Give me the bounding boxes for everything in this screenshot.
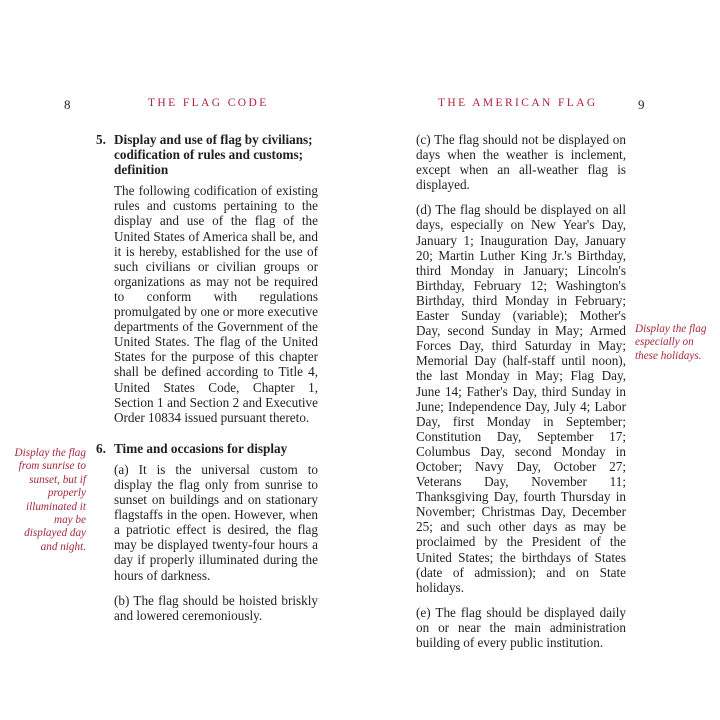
page-number-left: 8 <box>64 97 71 112</box>
running-head-left: THE FLAG CODE <box>148 97 269 109</box>
running-head-right: THE AMERICAN FLAG <box>438 97 598 109</box>
section-5-title: Display and use of flag by civilians; codification of rules and customs; definition <box>114 132 313 178</box>
section-6-title: Time and occasions for display <box>114 440 288 456</box>
section-6-number: 6. <box>96 440 106 456</box>
section-6-para-a: (a) It is the universal custom to display the flag only from sunrise to sunset on buildings and on stationary flagstaffs in the open. However, when a patriotic effect is desired, the flag may be displayed twenty-four hours a day if properly illuminated during the hours of darkness. <box>114 461 318 583</box>
page-number-right: 9 <box>638 97 645 112</box>
right-text-column <box>416 132 626 650</box>
para-d: (d) The flag should be displayed on all days, especially on New Year's Day, January 1; Inauguration Day, January 20; Martin Luther King Jr.'s Birthday, third Monday in January; Lincoln's Birthday, February 12; Washington's Birthday, third Monday in February; Easter Sunday (variable); Mother's Day, second Sunday in May; Armed Forces Day, third Saturday in May; Memorial Day (half-staff until noon), the last Monday in May; Flag Day, June 14; Father's Day, third Sunday in June; Independence Day, July 4; Labor Day, first Monday in September; Constitution Day, September 17; Columbus Day, second Monday in October; Navy Day, October 27; Veterans Day, November 11; Thanksgiving Day, fourth Thursday in November; Christmas Day, December 25; and such other days as may be proclaimed by the President of the United States; the birthdays of States (date of admission); and on State holidays. <box>416 202 626 595</box>
margin-note-right: Display the flag especially on these holidays. <box>635 323 707 362</box>
section-6-para-b: (b) The flag should be hoisted briskly and lowered ceremoniously. <box>114 592 318 623</box>
para-e: (e) The flag should be displayed daily on or near the main administration building of every public institution. <box>416 604 626 650</box>
section-5-heading <box>96 132 318 177</box>
para-c: (c) The flag should not be displayed on days when the weather is inclement, except when an all-weather flag is displayed. <box>416 132 626 193</box>
right-page <box>360 0 720 720</box>
left-text-column <box>96 132 318 623</box>
margin-note-left: Display the flag from sunrise to sunset, but if properly illuminated it may be displayed day and night. <box>14 447 86 553</box>
section-5-body: The following codification of existing rules and customs pertaining to the display and use of the flag of the United States of America shall be, and it is hereby, established for the use of such civilians or civilian groups or organizations as may not be required to conform with regulations promulgated by one or more executive departments of the Government of the United States. The flag of the United States for the purpose of this chapter shall be defined according to Title 4, United States Code, Chapter 1, Section 1 and Section 2 and Executive Order 10834 issued pursuant thereto. <box>114 183 318 425</box>
section-5-number: 5. <box>96 132 106 147</box>
section-6-heading <box>96 441 318 456</box>
